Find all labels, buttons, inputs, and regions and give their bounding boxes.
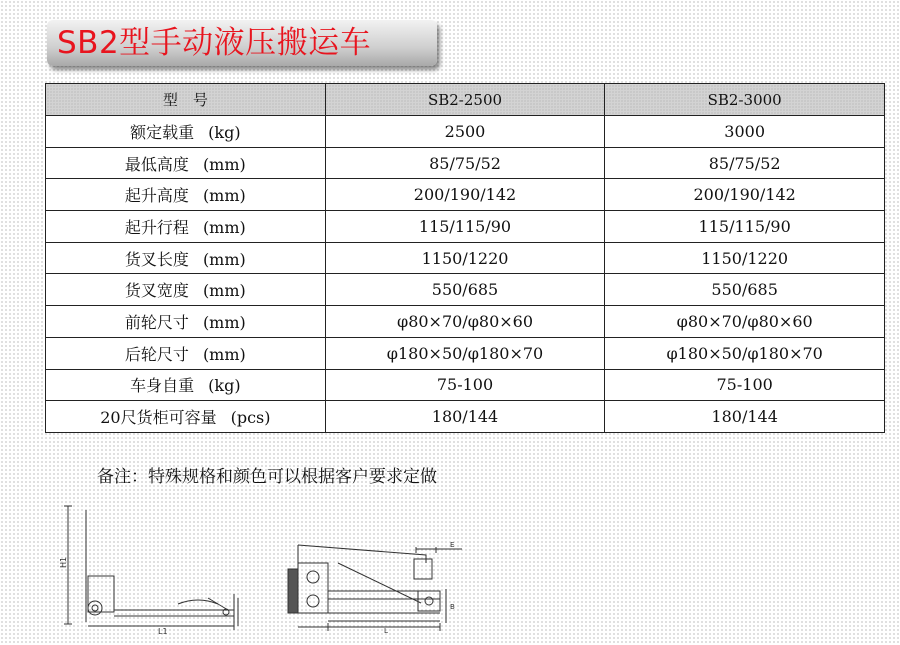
spec-label: 20尺货柜可容量 <box>100 408 217 428</box>
spec-label-cell <box>46 179 326 211</box>
spec-value-model-1: 550/685 <box>325 274 605 306</box>
spec-value-model-2: φ80×70/φ80×60 <box>605 306 885 338</box>
spec-unit: (mm) <box>202 281 246 301</box>
spec-label-cell <box>46 337 326 369</box>
table-row <box>46 369 885 401</box>
spec-unit: (kg) <box>208 376 241 396</box>
header-model-1: SB2-2500 <box>325 84 605 116</box>
dim-b-label: B <box>450 603 455 611</box>
spec-unit: (mm) <box>202 312 246 332</box>
spec-unit: (mm) <box>202 186 246 206</box>
rear-wheel <box>88 601 102 615</box>
spec-value-model-1: φ180×50/φ180×70 <box>325 337 605 369</box>
spec-value-model-1: 85/75/52 <box>325 147 605 179</box>
spec-unit: (mm) <box>202 249 246 269</box>
spec-value-model-1: 2500 <box>325 116 605 148</box>
table-row <box>46 116 885 148</box>
side-view-drawing <box>58 498 258 638</box>
spec-label: 起升行程 <box>124 217 189 237</box>
front-wheel <box>425 597 433 605</box>
spec-label: 额定载重 <box>130 122 195 142</box>
spec-value-model-1: φ80×70/φ80×60 <box>325 306 605 338</box>
spec-label-cell <box>46 274 326 306</box>
spec-label-cell <box>46 401 326 433</box>
spec-value-model-2: 115/115/90 <box>605 211 885 243</box>
spec-label: 货叉宽度 <box>124 281 189 301</box>
spec-label: 最低高度 <box>124 154 189 174</box>
header-model-label: 型 号 <box>46 84 326 116</box>
spec-label-cell <box>46 147 326 179</box>
dim-l1-label: L1 <box>158 627 168 636</box>
page-title: SB2型手动液压搬运车 <box>57 25 372 61</box>
spec-value-model-1: 75-100 <box>325 369 605 401</box>
spec-value-model-1: 115/115/90 <box>325 211 605 243</box>
table-row <box>46 147 885 179</box>
spec-label: 车身自重 <box>130 376 195 396</box>
spec-value-model-1: 1150/1220 <box>325 242 605 274</box>
title-banner <box>47 20 437 66</box>
spec-value-model-2: 550/685 <box>605 274 885 306</box>
spec-value-model-2: 85/75/52 <box>605 147 885 179</box>
spec-value-model-2: 75-100 <box>605 369 885 401</box>
table-row <box>46 337 885 369</box>
table-row <box>46 401 885 433</box>
spec-value-model-2: φ180×50/φ180×70 <box>605 337 885 369</box>
table-row <box>46 274 885 306</box>
spec-label: 起升高度 <box>124 186 189 206</box>
header-model-2: SB2-3000 <box>605 84 885 116</box>
table-row <box>46 211 885 243</box>
spec-value-model-2: 180/144 <box>605 401 885 433</box>
spec-value-model-2: 200/190/142 <box>605 179 885 211</box>
spec-label: 前轮尺寸 <box>124 312 189 332</box>
spec-value-model-2: 3000 <box>605 116 885 148</box>
spec-label-cell <box>46 306 326 338</box>
table-row <box>46 242 885 274</box>
rear-wheel-block <box>288 569 298 613</box>
spec-unit: (mm) <box>202 344 246 364</box>
spec-unit: (mm) <box>202 217 246 237</box>
table-row <box>46 179 885 211</box>
spec-label-cell <box>46 242 326 274</box>
spec-label-cell <box>46 211 326 243</box>
spec-unit: (kg) <box>208 122 241 142</box>
top-view-drawing <box>276 533 476 635</box>
spec-label-cell <box>46 116 326 148</box>
spec-value-model-2: 1150/1220 <box>605 242 885 274</box>
dim-h1-label: H1 <box>59 556 68 568</box>
spec-label: 货叉长度 <box>124 249 189 269</box>
spec-unit: (mm) <box>202 154 246 174</box>
table-row <box>46 306 885 338</box>
spec-label-cell <box>46 369 326 401</box>
remark-note: 备注：特殊规格和颜色可以根据客户要求定做 <box>97 467 437 487</box>
spec-table <box>45 83 885 433</box>
spec-unit: (pcs) <box>230 408 271 428</box>
spec-label: 后轮尺寸 <box>124 344 189 364</box>
spec-value-model-1: 180/144 <box>325 401 605 433</box>
dim-e-label: E <box>450 541 455 549</box>
table-header-row <box>46 84 885 116</box>
dim-l-label: L <box>384 627 388 635</box>
spec-value-model-1: 200/190/142 <box>325 179 605 211</box>
